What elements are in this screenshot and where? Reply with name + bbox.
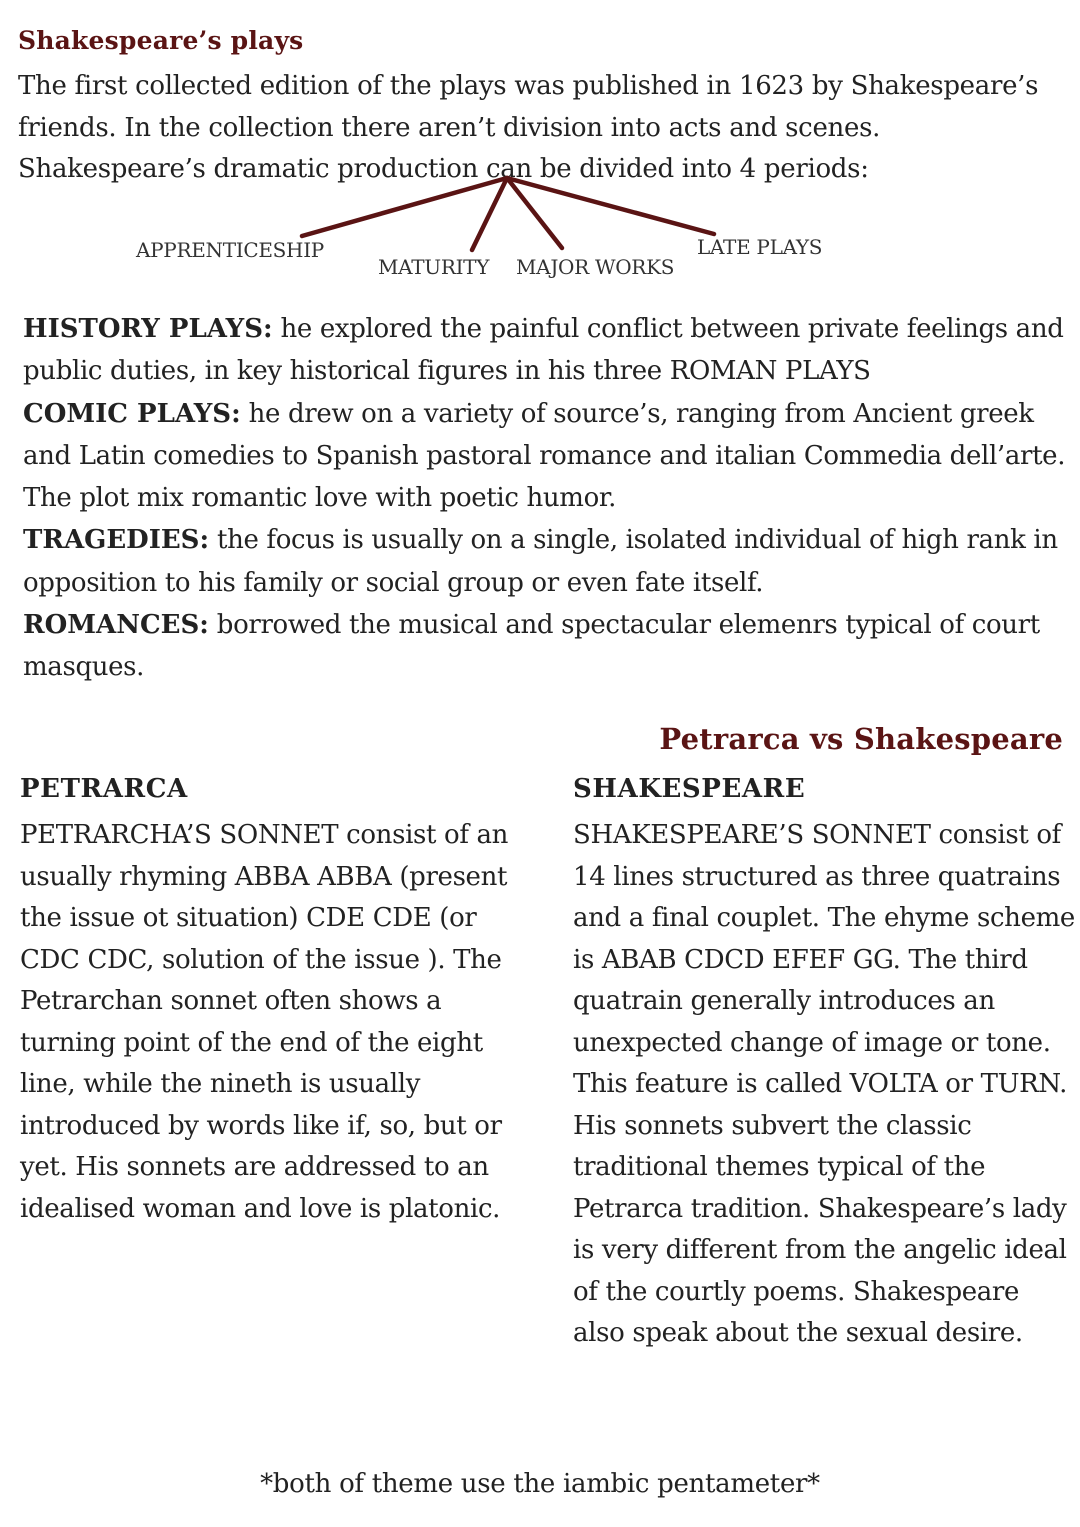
genres-section — [23, 308, 1073, 689]
genre-text: he explored the painful conflict between private feelings and public duties, in key historical figures in his three ROMAN PLAYS — [23, 314, 1064, 387]
genre-history — [23, 308, 1073, 393]
genre-text: the focus is usually on a single, isolated individual of high rank in opposition to his family or social group or even fate itself. — [23, 525, 1058, 598]
branch-late-plays — [507, 178, 714, 234]
genre-tragedies — [23, 519, 1073, 604]
page-title: Shakespeare’s plays — [18, 26, 304, 55]
shakespeare-heading: SHAKESPEARE — [573, 774, 806, 804]
genre-romances — [23, 604, 1073, 689]
genre-text: he drew on a variety of source’s, ranging from Ancient greek and Latin comedies to Spanish pastoral romance and italian Commedia dell’arte. The plot mix romantic love with poetic humor. — [23, 398, 1066, 514]
period-maturity: MATURITY — [378, 255, 490, 279]
genre-name: HISTORY PLAYS: — [23, 314, 273, 344]
genre-name: TRAGEDIES: — [23, 525, 210, 556]
comparison-title: Petrarca vs Shakespeare — [659, 722, 1063, 756]
intro-paragraph: The first collected edition of the plays was published in 1623 by Shakespeare’s friends. In the collection there aren’t division into acts and scenes. Shakespeare’s dramatic production can be divided into 4 periods: — [18, 71, 1039, 184]
genre-name: COMIC PLAYS: — [23, 398, 241, 429]
period-late-plays: LATE PLAYS — [697, 235, 823, 259]
period-major-works: MAJOR WORKS — [516, 255, 675, 279]
branch-maturity — [472, 178, 507, 250]
footnote: *both of theme use the iambic pentameter* — [260, 1469, 820, 1499]
genre-comic — [23, 393, 1073, 520]
branch-apprenticeship — [302, 178, 507, 236]
genre-name: ROMANCES: — [23, 610, 209, 641]
genre-text: borrowed the musical and spectacular elemenrs typical of court masques. — [23, 610, 1040, 683]
shakespeare-text: SHAKESPEARE’S SONNET consist of 14 lines structured as three quatrains and a final couplet. The ehyme scheme is ABAB CDCD EFEF GG. The third quatrain generally introduces an unexpected change of image or tone. This feature is called VOLTA or TURN. His sonnets subvert the classic traditional themes typical of the Petrarca tradition. Shakespeare’s lady is very different from the angelic ideal of the courtly poems. Shakespeare also speak about the sexual desire. — [573, 820, 1075, 1348]
petrarca-heading: PETRARCA — [20, 774, 188, 804]
period-apprenticeship: APPRENTICESHIP — [136, 238, 324, 262]
petrarca-text: PETRARCHA’S SONNET consist of an usually rhyming ABBA ABBA (present the issue ot situation) CDE CDE (or CDC CDC, solution of the issue ). The Petrarchan sonnet often shows a turning point of the end of the eight line, while the nineth is usually introduced by words like if, so, but or yet. His sonnets are addressed to an idealised woman and love is platonic. — [20, 820, 509, 1224]
